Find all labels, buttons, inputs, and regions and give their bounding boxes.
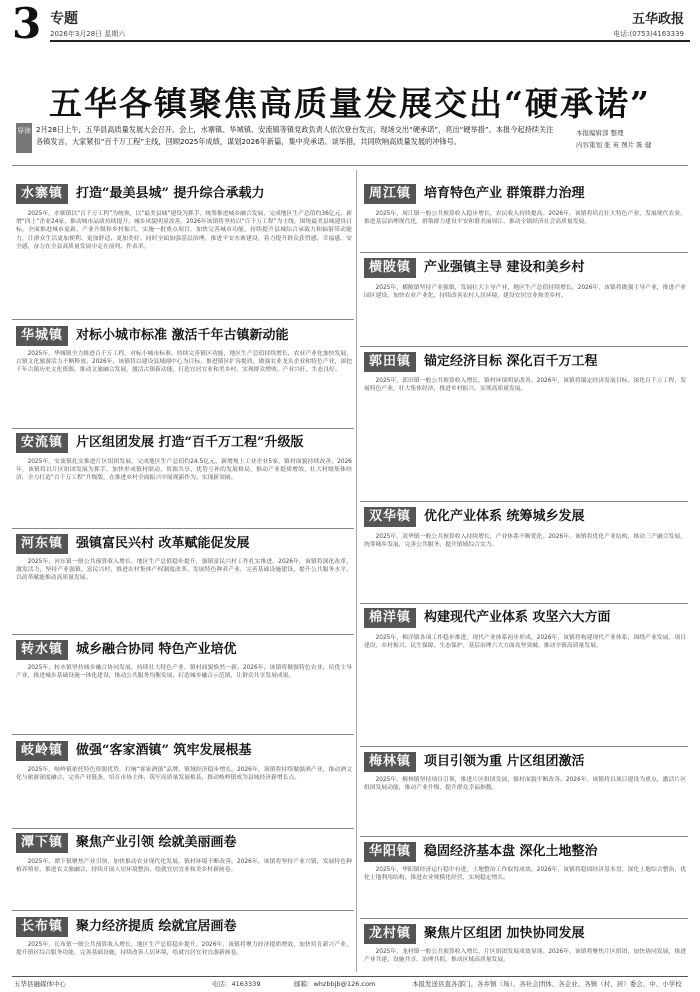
section-body — [16, 558, 352, 630]
section-header-zhoujiang — [364, 184, 686, 206]
section-header-shuanghua — [364, 507, 686, 529]
section-body — [16, 458, 352, 524]
section-body — [364, 866, 686, 914]
section-name: 专题 — [50, 11, 78, 27]
section-headline: 聚力经济提质 绘就宜居画卷 — [76, 919, 237, 934]
section-body — [16, 858, 352, 906]
section-headline: 稳固经济基本盘 深化土地整治 — [424, 844, 598, 859]
section-body-text: 2025年，安流镇扎实推进片区组团发展，完成地区生产总值约24.5亿元，新增规上工业企业5家，镇村面貌持续改善。2026年，该镇将以片区组团发展为抓手，加快形成镇村联动、资源共享、优势互补的发展格局，推动产业提质增效，壮大村级集体经济，全力打造“百千万工程”升级版，在推进乡村全面振兴中展现新作为、实现新突破。 — [16, 459, 352, 482]
lead-credit: 本报编辑部 整理 内容策划 张 英 图片 陈 健 — [576, 129, 652, 149]
section-body-text: 2025年，岐岭镇依托特色资源优势，打响“客家酒镇”品牌，镇域经济稳步增长。2026年，该镇将持续做强酒产业，推动酒文化与旅游深度融合，完善产业链条，培育市场主体，筑牢高质量发展根基，推动岐岭镇成为县域经济新增长点。 — [16, 767, 352, 782]
section-body — [364, 210, 686, 248]
section-header-meilin — [364, 752, 686, 774]
section-divider — [12, 634, 354, 635]
section-body — [364, 776, 686, 832]
section-header-anliu — [16, 433, 352, 455]
section-divider — [12, 528, 354, 529]
section-divider — [360, 836, 688, 837]
section-header-qiling — [16, 741, 352, 763]
lead-tag: 导读 — [16, 123, 32, 153]
section-headline: 强镇富民兴村 改革赋能促发展 — [76, 536, 250, 551]
town-name: 郭田镇 — [364, 352, 416, 372]
section-body-text: 2025年，双华镇一般公共预算收入持续增长，产业体系不断优化。2026年，该镇将优化产业结构，推动三产融合发展，统筹城乡发展，完善公共服务，提升镇域综合实力。 — [364, 534, 686, 549]
section-divider — [360, 918, 688, 919]
issue-date: 2026年3月28日 星期六 — [50, 30, 126, 38]
header-rule — [50, 40, 690, 42]
section-body-text: 2025年，水寨镇以“百千万工程”为统领，以“最美县城”建设为抓手，统筹推进城乡融合发展，完成地区生产总值约36亿元，新增“四上”企业24家，推动城市品质持续提升，城乡风貌明显改善。2026年该镇将坚持以“百千万工程”为主线，围绕最美县城建设目标，全面推进城市更新、产业升级和乡村振兴，实施一批重点项目，加快完善城市功能，持续提升县城综合承载力和辐射带动能力，让群众生活更加便利、更加舒适、更加美好。同时全面加强基层治理，推进平安水寨建设，着力提升群众获得感、幸福感、安全感，奋力在全县高质量发展中走在前列、作表率。 — [16, 211, 352, 250]
section-headline: 城乡融合协同 特色产业培优 — [76, 642, 237, 657]
section-divider — [12, 734, 354, 735]
section-divider — [360, 252, 688, 253]
town-name: 梅林镇 — [364, 752, 416, 772]
section-header-huacheng — [16, 326, 352, 348]
town-name: 横陂镇 — [364, 258, 416, 278]
section-header-mianyang — [364, 608, 686, 630]
town-name: 双华镇 — [364, 507, 416, 527]
section-body — [364, 284, 686, 342]
footer-email[interactable]: 邮箱：whzbbjb@126.com — [294, 980, 376, 988]
section-headline: 优化产业体系 统筹城乡发展 — [424, 509, 585, 524]
section-headline: 片区组团发展 打造“百千万工程”升级版 — [76, 435, 304, 450]
section-body — [16, 664, 352, 730]
footer-phone: 电话：4163339 — [212, 980, 261, 988]
section-body — [364, 377, 686, 443]
section-headline: 打造“最美县城” 提升综合承载力 — [76, 186, 265, 201]
footer-distribution: 本报发送县直各部门、各乡镇（场）、各社会团体、各企业、各镇（村、居）委会、中、小学校 — [412, 980, 682, 988]
section-body-text: 2025年，河东镇一般公共预算收入增长，地区生产总值稳步提升，强镇富民兴村工作扎实推进。2026年，该镇将深化改革、激发活力，坚持产业强镇、富民兴村，推进农村集体产权制度改革，发展特色种养产业，完善基础设施建设，提升公共服务水平，以改革赋能推动高质量发展。 — [16, 559, 352, 582]
section-body-text: 2025年，棉洋镇各项工作稳步推进，现代产业体系初步形成。2026年，该镇将构建现代产业体系，围绕产业发展、项目建设、乡村振兴、民生保障、生态保护、基层治理六大方面攻坚突破，推动全镇高质量发展。 — [364, 635, 686, 650]
section-body-text: 2025年，华城镇全力推进百千万工程，对标小城市标准，持续完善镇区功能，地区生产总值持续增长，农业产业化加快发展，古镇文化旅游活力不断释放。2026年，该镇将以建设县域副中心为目标，推进镇区扩容提质，做强农业龙头企业和特色产业，深挖千年古镇历史文化资源，推动文旅融合发展，激活古镇新动能，打造宜居宜业和美乡村，实现群众增收、产业兴旺、生态良好。 — [16, 351, 352, 374]
section-body — [16, 941, 352, 973]
town-name: 潭下镇 — [16, 833, 68, 853]
section-header-hedong — [16, 534, 352, 556]
section-body-text: 2025年，长布镇一般公共预算收入增长，地区生产总值稳步提升。2026年，该镇将聚力经济提质增效，加快培育新兴产业，提升镇区综合服务功能，完善基础设施，持续改善人居环境，绘就宜居宜业宜游新画卷。 — [16, 942, 352, 957]
section-headline: 做强“客家酒镇” 筑牢发展根基 — [76, 743, 252, 758]
town-name: 岐岭镇 — [16, 741, 68, 761]
page-headline: 五华各镇聚焦高质量发展交出“硬承诺” — [49, 84, 651, 123]
section-body-text: 2025年，梅林镇坚持项目引领，推进片区组团发展，镇村面貌不断改善。2026年，该镇将以项目建设为重点，激活片区组团发展动能，推动产业升级，提升群众幸福指数。 — [364, 777, 686, 792]
section-header-hengbei — [364, 258, 686, 280]
town-name: 周江镇 — [364, 184, 416, 204]
section-header-zhuanshui — [16, 640, 352, 662]
section-headline: 培育特色产业 群策群力治理 — [424, 186, 585, 201]
section-header-changbu — [16, 917, 352, 939]
section-headline: 对标小城市标准 激活千年古镇新动能 — [76, 328, 289, 343]
town-name: 棉洋镇 — [364, 608, 416, 628]
town-name: 华城镇 — [16, 326, 68, 346]
section-body-text: 2025年，转水镇坚持城乡融合协同发展，持续壮大特色产业，镇村面貌焕然一新。2026年，该镇将做强特色农业，培优主导产业，推进城乡基础设施一体化建设，推动公共服务均衡发展，打造城乡融合示范镇，让群众共享发展成果。 — [16, 665, 352, 680]
section-body — [16, 766, 352, 824]
section-body-text: 2025年，华阳镇经济运行稳中有进，土地整治工作取得成效。2026年，该镇将稳固经济基本盘，深化土地综合整治，优化土地利用结构，推进农业规模化经营，实现稳定增长。 — [364, 867, 686, 882]
town-name: 安流镇 — [16, 433, 68, 453]
town-name: 龙村镇 — [364, 924, 416, 944]
town-name: 河东镇 — [16, 534, 68, 554]
page-number: 3 — [12, 0, 42, 48]
section-body — [16, 350, 352, 424]
section-header-longcun — [364, 924, 686, 946]
town-name: 长布镇 — [16, 917, 68, 937]
section-headline: 聚焦产业引领 绘就美丽画卷 — [76, 835, 237, 850]
town-name: 水寨镇 — [16, 184, 68, 204]
section-body — [364, 948, 686, 974]
page-footer — [12, 976, 688, 990]
section-body — [364, 634, 686, 742]
section-divider — [12, 828, 354, 829]
section-headline: 产业强镇主导 建设和美乡村 — [424, 260, 585, 275]
section-body-text: 2025年，横陂镇坚持产业强镇，发展壮大主导产业，地区生产总值持续增长。2026年，该镇将做强主导产业，推进产业园区建设，加快农业产业化，持续改善农村人居环境，建设宜居宜业和美乡村。 — [364, 285, 686, 300]
section-header-huayang — [364, 842, 686, 864]
section-divider — [360, 501, 688, 502]
section-divider — [12, 319, 354, 320]
section-divider — [360, 346, 688, 347]
divider-top — [12, 165, 688, 166]
header-phone: 电话:(0753)4163339 — [613, 30, 684, 38]
town-name: 华阳镇 — [364, 842, 416, 862]
section-headline: 聚焦片区组团 加快协同发展 — [424, 926, 585, 941]
town-name: 转水镇 — [16, 640, 68, 660]
section-header-shuizhai — [16, 184, 352, 206]
section-divider — [360, 746, 688, 747]
section-body — [16, 210, 352, 314]
lead-text: 2月28日上午，五华县高质量发展大会召开。会上，水寨镇、华城镇、安流镇等镇党政负责人依次登台发言，现场交出“硬承诺”，亮出“硬举措”。本报今起持续关注各镇发言，大家紧扣“百千万工程”主线，回顾2025年成绩，谋划2026年新篇，集中亮承诺、谈举措，共同吹响高质量发展的冲锋号。 — [36, 125, 554, 146]
section-body-text: 2025年，周江镇一般公共预算收入稳步增长，农民收入持续提高。2026年，该镇将培育壮大特色产业，发展现代农业，推进基层治理现代化，群策群力建设平安和谐美丽周江，推动全镇经济社会高质量发展。 — [364, 211, 686, 226]
section-divider — [12, 910, 354, 911]
section-header-tanxia — [16, 833, 352, 855]
section-divider — [360, 603, 688, 604]
section-header-guotian — [364, 352, 686, 374]
lead-box — [16, 123, 684, 155]
section-headline: 项目引领为重 片区组团激活 — [424, 754, 585, 769]
footer-publisher: 五华县融媒体中心 — [14, 980, 66, 988]
section-headline: 构建现代产业体系 攻坚六大方面 — [424, 610, 611, 625]
section-body-text: 2025年，龙村镇一般公共预算收入增长，片区组团发展成效显现。2026年，该镇将聚焦片区组团，加快协同发展，推进产业共建、设施共享、治理共抓，推动区域高质量发展。 — [364, 949, 686, 964]
section-headline: 锚定经济目标 深化百千万工程 — [424, 354, 598, 369]
column-divider — [356, 170, 357, 972]
section-body-text: 2025年，潭下镇聚焦产业引领，加快推动农业现代化发展，镇村环境不断改善。2026年，该镇将坚持产业兴镇，发展特色种植养殖业，推进农文旅融合，持续开展人居环境整治，绘就宜居宜业和美乡村新画卷。 — [16, 859, 352, 874]
section-body — [364, 533, 686, 599]
newspaper-logo: 五华政报 — [631, 12, 684, 27]
section-body-text: 2025年，郭田镇一般公共预算收入增长，镇村环境明显改善。2026年，该镇将锚定经济发展目标，深化百千万工程，发展特色产业，壮大集体经济，推进乡村振兴，实现高质量发展。 — [364, 378, 686, 393]
section-divider — [12, 428, 354, 429]
